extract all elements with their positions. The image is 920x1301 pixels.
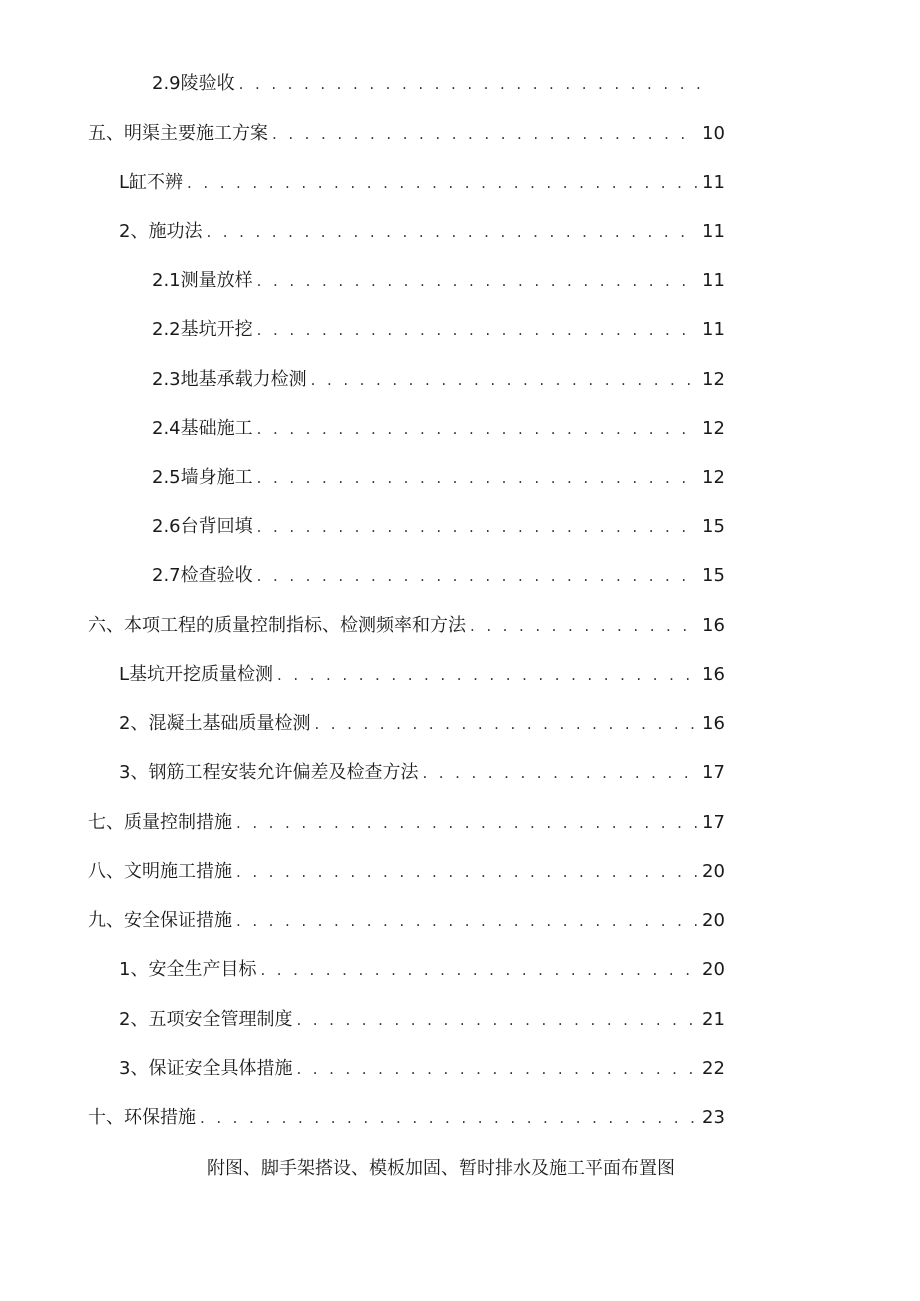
toc-dot-leader bbox=[257, 561, 698, 591]
toc-entry-number: 2.6 bbox=[152, 516, 181, 537]
toc-entry-title: L缸不辨 bbox=[119, 172, 184, 193]
toc-page-number: 20 bbox=[702, 959, 725, 980]
toc-entry bbox=[88, 906, 724, 936]
appendix-note: 附图、脚手架搭设、模板加固、暂时排水及施工平面布置图 bbox=[207, 1158, 675, 1179]
toc-dot-leader bbox=[187, 168, 698, 198]
toc-dot-leader bbox=[257, 463, 698, 493]
toc-entry-title: 八、文明施工措施 bbox=[88, 861, 232, 882]
toc-dot-leader bbox=[260, 955, 698, 985]
toc-dot-leader bbox=[200, 1103, 698, 1133]
toc-entry-title: 施功法 bbox=[148, 221, 203, 242]
toc-entry bbox=[119, 660, 724, 690]
toc-entry bbox=[152, 414, 724, 444]
toc-page-number: 21 bbox=[702, 1009, 725, 1030]
toc-entry bbox=[119, 955, 724, 985]
toc-entry bbox=[119, 1054, 724, 1084]
toc-dot-leader bbox=[272, 119, 698, 149]
toc-dot-leader bbox=[277, 660, 698, 690]
toc-entry-number: 2.9 bbox=[152, 73, 181, 94]
toc-entry-title: 七、质量控制措施 bbox=[88, 812, 232, 833]
toc-entry-title: 地基承载力检测 bbox=[180, 369, 307, 390]
toc-page-number: 12 bbox=[702, 369, 725, 390]
toc-page-number: 10 bbox=[702, 123, 725, 144]
toc-entry bbox=[152, 266, 724, 296]
toc-entry-number: 2、 bbox=[119, 221, 149, 242]
toc-dot-leader bbox=[236, 808, 698, 838]
toc-entry bbox=[88, 611, 724, 641]
toc-entry bbox=[152, 512, 724, 542]
toc-entry bbox=[152, 69, 708, 99]
toc-entry-number: 2.4 bbox=[152, 418, 181, 439]
toc-entry-number: 2.5 bbox=[152, 467, 181, 488]
toc-dot-leader bbox=[257, 512, 698, 542]
toc-entry bbox=[152, 315, 724, 345]
toc-page-number: 16 bbox=[702, 664, 725, 685]
toc-dot-leader bbox=[257, 315, 698, 345]
toc-dot-leader bbox=[314, 709, 698, 739]
toc-entry bbox=[152, 365, 724, 395]
toc-page-number: 16 bbox=[702, 713, 725, 734]
toc-entry-title: 2、五项安全管理制度 bbox=[119, 1009, 293, 1030]
toc-dot-leader bbox=[311, 365, 698, 395]
toc-page-number: 12 bbox=[702, 418, 725, 439]
toc-page-number: 23 bbox=[702, 1107, 725, 1128]
toc-page-number: 12 bbox=[702, 467, 725, 488]
toc-entry-title: 基坑开挖 bbox=[180, 319, 253, 340]
toc-dot-leader bbox=[257, 266, 698, 296]
toc-dot-leader bbox=[239, 69, 704, 99]
toc-page-number: 15 bbox=[702, 516, 725, 537]
toc-page-number: 11 bbox=[702, 270, 725, 291]
toc-entry-title: 3、保证安全具体措施 bbox=[119, 1058, 293, 1079]
toc-entry bbox=[119, 217, 724, 247]
toc-dot-leader bbox=[422, 758, 698, 788]
toc-entry-title: 六、本项工程的质量控制指标、检测频率和方法 bbox=[88, 615, 466, 636]
toc-entry-title: 五、明渠主要施工方案 bbox=[88, 123, 268, 144]
toc-page-number: 20 bbox=[702, 910, 725, 931]
toc-entry-title: L基坑开挖质量检测 bbox=[119, 664, 274, 685]
toc-entry bbox=[119, 1005, 724, 1035]
toc-entry-number: 2.1 bbox=[152, 270, 181, 291]
toc-dot-leader bbox=[236, 857, 698, 887]
toc-entry bbox=[88, 857, 724, 887]
toc-entry-title: 2、混凝土基础质量检测 bbox=[119, 713, 311, 734]
toc-entry-title: 检查验收 bbox=[180, 565, 253, 586]
toc-dot-leader bbox=[296, 1005, 698, 1035]
toc-entry bbox=[88, 1103, 724, 1133]
toc-dot-leader bbox=[257, 414, 698, 444]
toc-entry bbox=[152, 561, 724, 591]
toc-entry-title: 九、安全保证措施 bbox=[88, 910, 232, 931]
toc-dot-leader bbox=[206, 217, 698, 247]
toc-entry-title: 1、安全生产目标 bbox=[119, 959, 257, 980]
toc-entry bbox=[119, 709, 724, 739]
toc-entry-number: 2.3 bbox=[152, 369, 181, 390]
toc-page-number: 20 bbox=[702, 861, 725, 882]
toc-entry-number: 2.7 bbox=[152, 565, 181, 586]
toc-page-number: 17 bbox=[702, 812, 725, 833]
toc-dot-leader bbox=[296, 1054, 698, 1084]
toc-dot-leader bbox=[470, 611, 698, 641]
toc-entry bbox=[152, 463, 724, 493]
toc-entry-title: 十、环保措施 bbox=[88, 1107, 196, 1128]
toc-page-number: 16 bbox=[702, 615, 725, 636]
toc-entry-title: 台背回填 bbox=[180, 516, 253, 537]
toc-page-number: 11 bbox=[702, 172, 725, 193]
toc-page-number: 15 bbox=[702, 565, 725, 586]
toc-page-number: 11 bbox=[702, 221, 725, 242]
toc-entry bbox=[119, 758, 724, 788]
toc-entry-title: 3、钢筋工程安装允许偏差及检查方法 bbox=[119, 762, 419, 783]
toc-entry bbox=[88, 119, 724, 149]
toc-entry bbox=[88, 808, 724, 838]
toc-entry bbox=[119, 168, 724, 198]
toc-entry-title: 墙身施工 bbox=[180, 467, 253, 488]
toc-page-number: 17 bbox=[702, 762, 725, 783]
toc-entry-number: 2.2 bbox=[152, 319, 181, 340]
toc-page-number: 11 bbox=[702, 319, 725, 340]
toc-dot-leader bbox=[236, 906, 698, 936]
toc-entry-title: 陵验收 bbox=[180, 73, 235, 94]
toc-entry-title: 基础施工 bbox=[180, 418, 253, 439]
toc-entry-title: 测量放样 bbox=[180, 270, 253, 291]
toc-page-number: 22 bbox=[702, 1058, 725, 1079]
